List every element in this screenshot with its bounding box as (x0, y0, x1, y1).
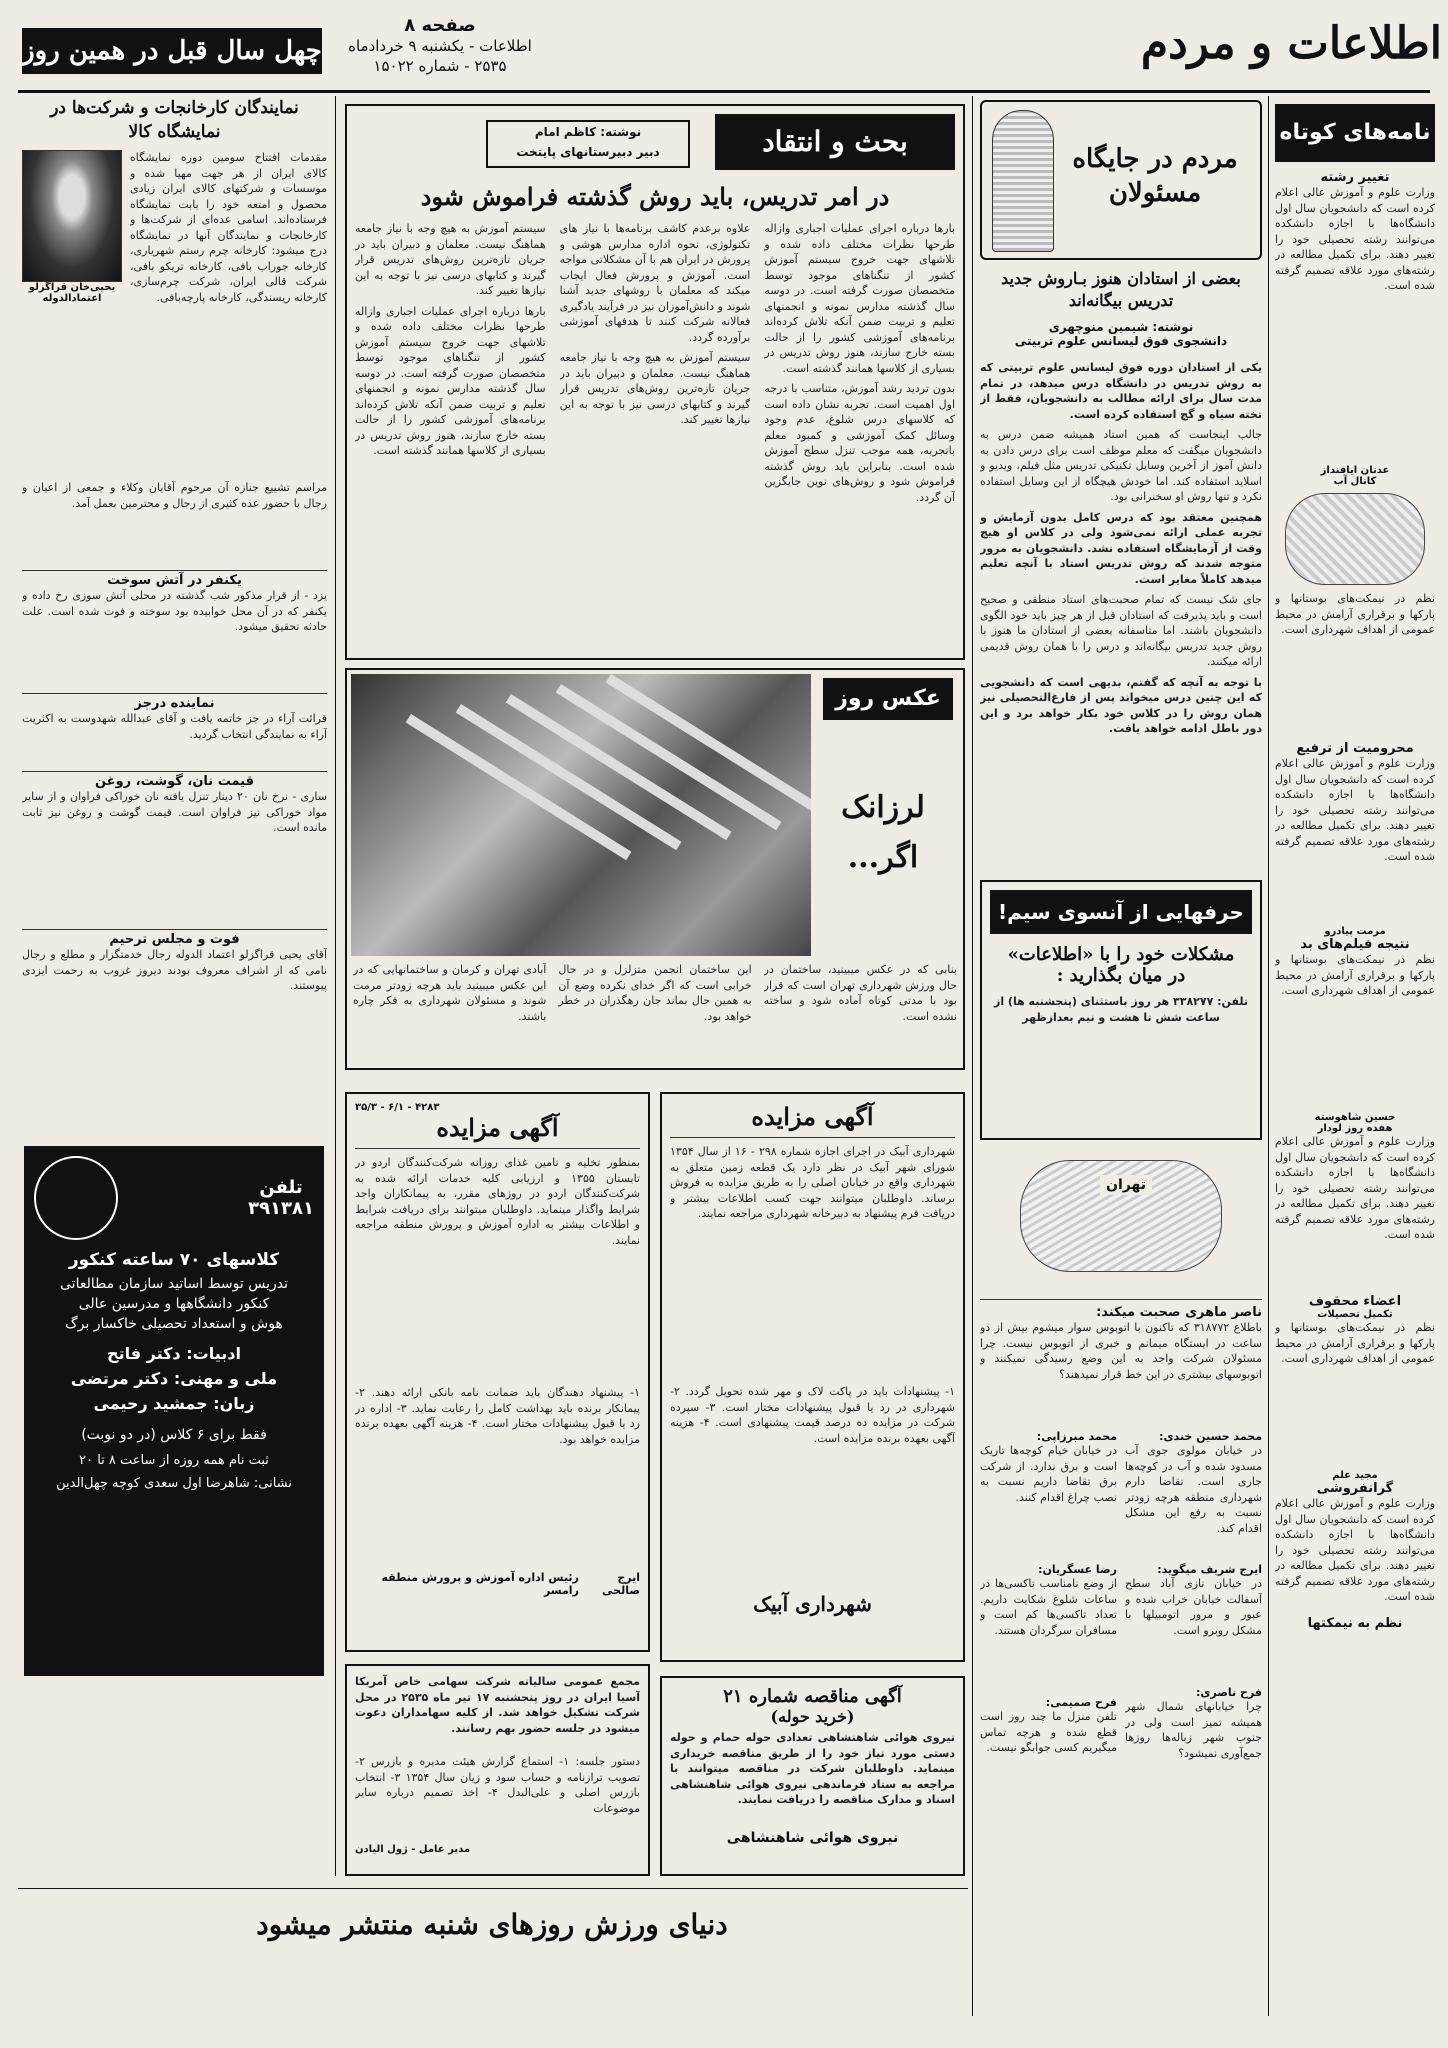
news-title: فوت و مجلس ترحیم (22, 929, 327, 947)
caller-message: در خیابان مولوی جوی آب مسدود شده و آب در کوچه‌ها جاری است. تقاضا دارم شهرداری منطقه هرچه زودتر نسبت به رفع این مشکل اقدام کند. (1125, 1444, 1262, 1535)
debate-byline (486, 120, 690, 168)
photo-building (351, 674, 811, 956)
auction-signatures (355, 1571, 640, 1597)
photo-of-day (345, 668, 965, 1070)
letter-sign: حسین شاهوسته (1314, 1112, 1396, 1123)
debate-article (345, 104, 965, 660)
news-body: یزد - از قرار مذکور شب گذشته در محلی آتش سوزی رخ داده و یکنفر که در آن محل خوابیده بود سوخته و فوت شده است. علت حادثه تحقیق میشود. (22, 589, 327, 633)
letter-body: وزارت علوم و آموزش عالی اعلام کرده است که دانشجویان سال اول دانشگاه‌ها با اجازه دانشکده می‌توانند رشته تحصیلی خود را تغییر دهند. برای تکمیل مطالعه در رشته‌های مورد علاقه تصمیم گرفته شده است. (1275, 186, 1435, 292)
tender-title: آگهی مناقصه شماره ۲۱ (723, 1686, 902, 1707)
news-body: ساری - نرخ نان ۲۰ دینار تنزل یافته نان خوراکی فراوان و از سایر مواد خوراکی نیز فراوان است. قیمت گوشت و روغن نیز ثابت مانده است. (22, 790, 327, 834)
letter-title: تغییر رشته (1320, 170, 1390, 185)
caller-name: فرح صمیمی: (1045, 1696, 1117, 1709)
letter-body: وزارت علوم و آموزش عالی اعلام کرده است که دانشجویان سال اول دانشگاه‌ها با اجازه دانشکده می‌توانند رشته تحصیلی خود را تغییر دهند. برای تکمیل مطالعه در رشته‌های مورد علاقه تصمیم گرفته شده است. (1275, 757, 1435, 863)
ad-line: ثبت نام همه روزه از ساعت ۸ تا ۲۰ (79, 1453, 269, 1468)
letter-sign: مرمت پیادرو (1324, 926, 1386, 937)
paragraph: جای شک نیست که تمام صحبت‌های استاد منطقی و صحیح است و باید پذیرفت که استادان قبل از هر چیز باید خود الگوی دانشجویان باشند. اما متاسفانه بعضی از استادان ما هنوز با روش جدید تدریس بیگانه‌اند و درس را با همان روش قدیمی ارائه میکنند. (980, 593, 1262, 668)
ad-line: کلاسهای ۷۰ ساعته کنکور (68, 1250, 280, 1270)
column-rule (1268, 96, 1269, 2016)
paragraph: با توجه به آنچه که گفتم، بدیهی است که دانشجویی که این چنین درس میخواند پس از فارغ‌التحصیلی نیز همان روش را در کلاس خود بکار خواهد برد و این دور باطل ادامه خواهد یافت. (980, 675, 1262, 735)
caller-name: محمد حسین خندی: (1159, 1430, 1262, 1443)
footer-rule (18, 1888, 968, 1889)
paragraph: بارها درباره اجرای عملیات اجباری وازاله طرحها نظرات مختلف داده شده و تلاشهای جهت خروج سیستم آموزش کشور از تنگناهای موجود توسط متخصصان صورت گرفته است. در دوسه سال گذشته مدارس نمونه و انجمنهای تعلیم و تربیت ضمن آنکه تلاش کرده‌اند برنامه‌های آموزشی کشور را از حالت بسته خارج سازند، هنوز روش تدریس در بسیاری از کلاسها همانند گذشته است. (354, 304, 546, 457)
letter-sign: کانال آب (1333, 476, 1377, 487)
column-rule (335, 96, 336, 1876)
caller-message: از وضع نامناسب تاکسی‌ها در ساعات شلوغ شکایت داریم. تعداد تاکسی‌ها کم است و مسافران سرگردان هستند. (980, 1577, 1117, 1637)
assembly-notice (345, 1664, 650, 1876)
assembly-agenda: دستور جلسه: ۱- استماع گزارش هیئت مدیره و بازرس ۲- تصویب ترازنامه و حساب سود و زیان سال ۱۳۵۴ ۳- انتخاب بازرس اصلی و علی‌البدل ۴- اخذ تصمیم درباره سایر موضوعات (355, 1755, 640, 1815)
photo-overlay-title: لرزانک (841, 790, 925, 825)
letter-sign: هفده روز لودار (1317, 1123, 1393, 1134)
letter-title: محرومیت از ترفیع (1296, 741, 1414, 756)
hotline-box (980, 880, 1262, 1140)
auction-title: آگهی مزایده (355, 1113, 640, 1149)
short-letters-column (1275, 104, 1435, 2004)
photo-caption: بنابی که در عکس میبینید، ساختمان در حال ورزش شهرداری تهران است که قرار بود با مدتی کوتاه آماده شود و ساخته نشده است. (763, 963, 957, 1023)
portrait-caption: اعتمادالدوله (42, 293, 102, 304)
forty-years-body: مقدمات افتتاح سومین دوره نمایشگاه کالای ایران از هر جهت مهیا شده و موسسات و شرکتهای کالای ایران زیادی محصول و امتعه خود را بابت نمایشگاه فرستاده‌اند. اسامی عده‌ای از شرکت‌ها و کارخانجات و نمایندگان آنها در نمایشگاه درج میشود: کارخانه چرم رستم شهریاری، کارخانه جوراب بافی، کارخانه تریکو بافی، شرکت قالی ایران، شرکت چرم‌سازی، کارخانه ریسندگی، کارخانه پارچه‌بافی. (130, 151, 327, 304)
debate-headline: در امر تدریس، باید روش گذشته فراموش شود (420, 182, 890, 211)
assembly-signature: مدیر عامل - ژول الیادن (355, 1844, 471, 1855)
letter-body: وزارت علوم و آموزش عالی اعلام کرده است که دانشجویان سال اول دانشگاه‌ها با اجازه دانشکده می‌توانند رشته تحصیلی خود را تغییر دهند. برای تکمیل مطالعه در رشته‌های مورد علاقه تصمیم گرفته شده است. (1275, 1135, 1435, 1241)
paragraph: بارها درباره اجرای عملیات اجباری وازاله طرحها نظرات مختلف داده شده و تلاشهای جهت خروج سیستم آموزش کشور از تنگناهای موجود توسط متخصصان صورت گرفته است. در دوسه سال گذشته مدارس نمونه و انجمنهای تعلیم و تربیت ضمن آنکه تلاش کرده‌اند برنامه‌های آموزشی کشور را از حالت بسته خارج سازند، هنوز روش تدریس در بسیاری از کلاسها همانند گذشته است. (764, 222, 955, 375)
paragraph: یکی از استادان دوره فوق لیسانس علوم تربیتی که به روش تدریس در دانشگاه درس میدهد، در تمام مدت سال برای ارائه مطالب به دانشجویان، فقط از تخته سیاه و گچ استفاده کرده است. (980, 361, 1262, 421)
column-rule (972, 96, 973, 2016)
byline-title: دانشجوی فوق لیسانس علوم تربیتی (1014, 334, 1228, 348)
hotline-phone: تلفن: ۳۳۸۲۷۷ هر روز باستثنای (پنجشنبه ها) از ساعت شش تا هشت و نیم بعدازظهر (994, 995, 1248, 1024)
page-number: صفحه ۸ (404, 15, 476, 36)
letter-sign: عدنان ایافنداز (1320, 465, 1390, 476)
letter-title: نظم به نیمکتها (1307, 1616, 1403, 1631)
tender-signature: نیروی هوائی شاهنشاهی (726, 1830, 899, 1846)
footer-announcement: دنیای ورزش روزهای شنبه منتشر میشود (256, 1908, 728, 1941)
forty-years-headline: نمایندگان کارخانجات و شرکت‌ها در نمایشگاه کالا (50, 98, 299, 142)
auction-signer: ایرج صالحی (602, 1571, 640, 1597)
konkur-advertisement (24, 1146, 324, 1676)
page-header-info (340, 16, 540, 86)
assembly-body: مجمع عمومی سالیانه شرکت سهامی خاص آمریکا آسیا ایران در روز پنجشنبه ۱۷ تیر ماه ۲۵۳۵ در محل شرکت تشکیل خواهد شد. از کلیه سهامداران دعوت میشود در جلسه حضور بهم رسانند. (355, 1675, 640, 1735)
auction-items: ۱- پیشنهاد دهندگان باید ضمانت نامه بانکی ارائه دهند. ۲- پیمانکار برنده باید بهداشت کامل را رعایت نماید. ۳- اداره در رد یا قبول پیشنهادات مختار است. ۴- هزینه آگهی بعهده برنده مزایده خواهد بود. (355, 1386, 640, 1446)
letter-body: نظم در نیمکت‌های بوستانها و پارکها و برقراری آرامش در محیط عمومی از اهداف شهرداری است. (1275, 592, 1435, 636)
caller-message: باطلاع ۳۱۸۷۷۲ که تاکنون با اتوبوس سوار میشوم بیش از دو ساعت در ایستگاه میمانم و خبری از اتوبوس نیست. چرا مسئولان شرکت واحد به این وضع رسیدگی نمیکنند و اتوبوسهای بیشتری در این خط قرار نمیدهند؟ (980, 1321, 1262, 1381)
caller-name: فرح ناصری: (1195, 1686, 1262, 1699)
letter-sign: مجید علم (1332, 1470, 1378, 1481)
photo-caption: این ساختمان انجمن متزلزل و در حال خرابی است که اگر خدای نکرده وضع آن به همین حال بماند جان رهگذران در خطر خواهد بود. (558, 963, 752, 1023)
paragraph: سیستم آموزش به هیچ وجه با نیاز جامعه هماهنگ نیست. معلمان و دبیران باید در جریان تازه‌ترین روش‌های تدریس قرار گیرند و کتابهای درسی نیز با توجه به این نیازها تغییر کند. (354, 222, 546, 297)
auction-signer-title: رئیس اداره آموزش و پرورش منطقه رامسر (381, 1571, 579, 1597)
ad-phone (248, 1177, 314, 1219)
auction-title: آگهی مزایده (670, 1102, 955, 1138)
tender-body: نیروی هوائی شاهنشاهی تعدادی حوله حمام و حوله دستی مورد نیاز خود را از طریق مناقصه خریداری مینماید. داوطلبان شرکت در مناقصه میتوانند با مراجعه به ستاد فرماندهی نیروی هوائی شاهنشاهی اسناد و مدارک مناقصه را دریافت نمایند. (670, 1731, 955, 1806)
students-banner-box (980, 100, 1262, 260)
short-letters-title: نامه‌های کوتاه (1275, 104, 1435, 162)
letter-title: اعضاء محقوف (1308, 1294, 1402, 1309)
paragraph: علاوه برعدم کاشف برنامه‌ها با نیاز های تکنولوژی، نحوه اداره مدارس هوشی و پرورش در ایران هم با آن مشکلاتی مواجه است. آموزش و پرورش فعال ایجاب میکند که معلمان با روشهای جدید آشنا شوند و دانش‌آموزان نیز در فرآیند یادگیری فعالانه شرکت کنند تا هدفهای آموزشی برآورده گردد. (559, 222, 751, 344)
auction-ref: ۴۲۸۳ - ۶/۱ - ۳۵/۳ (355, 1102, 440, 1113)
caller-message: تلفن منزل ما چند روز است قطع شده و هرچه تماس میگیریم کسی جوابگو نیست. (980, 1710, 1117, 1754)
forty-years-banner: چهل سال قبل در همین روز (22, 28, 322, 74)
news-body: آقای یحیی قراگزلو اعتماد الدوله رجال خدمتگزار و مطلع و رجال نامی که از اشراف معروف بودند دیروز غروب به رحمت ایزدی پیوستند. (22, 948, 327, 992)
news-body: قرائت آراء در جز خاتمه یافت و آقای عبدالله شهدوست به اکثریت آراء به نمایندگی انتخاب گردید. (22, 712, 327, 741)
issue-line: ۲۵۳۵ - شماره ۱۵۰۲۲ (373, 57, 507, 75)
auction-notice-ramsar (345, 1092, 650, 1652)
paragraph: همچنین معتقد بود که درس کامل بدون آزمایش و تجربه عملی ارائه نمی‌شود ولی در کلاس او هیچ وقت از آزمایشگاه استفاده نشد. دانشجویان به مرور متوجه شدند که روش تدریس استاد با آنچه تعلیم میدهد کاملاً مغایر است. (980, 510, 1262, 586)
letter-body: نظم در نیمکت‌های بوستانها و پارکها و برقراری آرامش در محیط عمومی از اهداف شهرداری است. (1275, 1321, 1435, 1365)
auction-body: شهرداری آبیک در اجرای اجازه شماره ۲۹۸ - ۱۶ از سال ۱۳۵۴ شورای شهر آبیک در نظر دارد یک قطعه زمین متعلق به شهرداری واقع در خیابان اصلی را به طریق مزایده به فروش برساند. داوطلبان میتوانند جهت کسب اطلاعات بیشتر و دریافت فرم پیشنهاد به دبیرخانه شهرداری مراجعه نمایند. (670, 1145, 955, 1220)
caller-name: ایرج شریف میگوید: (1157, 1563, 1262, 1576)
hotline-banner: حرفهایی از آنسوی سیم! (990, 890, 1252, 934)
debate-column (355, 221, 546, 631)
cartoon-caption: تهران (1100, 1175, 1152, 1195)
ad-line: ادبیات: دکتر فاتح (107, 1344, 241, 1363)
hotline-headline-2: در میان بگذارید : (1056, 965, 1186, 986)
paragraph: جالب اینجاست که همین استاد همیشه ضمن درس به دانشجویان میگفت که معلم موظف است برای درس دادن به دانش آموز از آخرین وسایل تکنیکی تدریس مثل فیلم، ویدیو و اسلاید استفاده کند. اما خودش هیچگاه از این وسایل استفاده نکرد و تنها روش او سخنرانی بود. (980, 428, 1262, 503)
figure-illustration (992, 110, 1054, 252)
cartoon-illustration (1285, 493, 1425, 585)
debate-column (560, 221, 751, 631)
institute-logo-icon (34, 1156, 118, 1240)
hotline-headline: مشکلات خود را با «اطلاعات» (1007, 944, 1235, 965)
byline-author: نوشته: کاظم امام (534, 125, 642, 139)
ad-phone-number: ۳۹۱۳۸۱ (248, 1198, 314, 1219)
ad-line: تدریس توسط اساتید سازمان مطالعاتی (60, 1276, 288, 1292)
auction-notice-abyek (660, 1092, 965, 1662)
letter-title: نتیجه فیلم‌های بد (1300, 937, 1410, 952)
debate-column (764, 221, 955, 631)
students-byline (980, 320, 1262, 348)
students-headline: بعضی از استادان هنوز بـاروش جدید تدریس بیگانه‌اند (1001, 269, 1241, 310)
ad-line: کنکور دانشگاهها و مدرسین عالی (78, 1296, 270, 1312)
auction-signature: شهرداری آبیک (753, 1592, 872, 1616)
ad-line: فقط برای ۶ کلاس (در دو نوبت) (81, 1427, 267, 1443)
letter-body: وزارت علوم و آموزش عالی اعلام کرده است که دانشجویان سال اول دانشگاه‌ها با اجازه دانشکده می‌توانند رشته تحصیلی خود را تغییر دهند. برای تکمیل مطالعه در رشته‌های مورد علاقه تصمیم گرفته شده است. (1275, 1497, 1435, 1603)
paragraph: سیستم آموزش به هیچ وجه با نیاز جامعه هماهنگ نیست. معلمان و دبیران باید در جریان تازه‌ترین روش‌های تدریس قرار گیرند و کتابهای درسی نیز با توجه به این نیازها تغییر کند. (559, 351, 751, 426)
ad-line: ملی و مهنی: دکتر مرتضی (70, 1369, 278, 1388)
byline-title: دبیر دبیرستانهای پایتخت (516, 145, 660, 159)
hotline-calls (980, 1305, 1262, 2005)
news-title: یکنفر در آتش سوخت (22, 570, 327, 588)
byline-author: نوشته: شیمین منوچهری (1048, 320, 1194, 334)
caller-name: ناصر ماهری صحبت میکند: (1096, 1305, 1262, 1320)
students-banner: مردم در جایگاه مسئولان (1072, 144, 1238, 208)
caller-message: در خیابان نازی آباد سطح آسفالت خیابان خراب شده و عبور و مرور اتومبیلها با مشکل روبرو است. (1125, 1577, 1262, 1637)
photo-captions (353, 962, 957, 1064)
portrait-caption: یحیی‌خان قراگزلو (28, 282, 116, 293)
portrait-photo (22, 150, 122, 282)
debate-section-title: بحث و انتقاد (715, 114, 955, 170)
auction-body: بمنظور تخلیه و تامین غذای روزانه شرکت‌کنندگان اردو در تابستان ۱۳۵۵ و ارزیابی کلیه خدمات ارائه شده به شرکت‌کنندگان اردو در روزهای مقرر، به پیمانکاران واجد شرایط واگذار مینماید. داوطلبان میتوانند برای دریافت شرایط و اطلاعات بیشتر به اداره آموزش و پرورش منطقه مراجعه نمایند. (355, 1156, 640, 1247)
caller-name: محمد مبرزاپی: (1036, 1430, 1117, 1443)
portrait-block (22, 150, 122, 480)
forty-years-body: مراسم تشییع جنازه آن مرحوم آقایان وکلاء و جمعی از اعیان و رجال با حضور عده کثیری از رجال و محترمین بعمل آمد. (22, 481, 327, 510)
caller-message: چرا خیابانهای شمال شهر همیشه تمیز است ولی در جنوب شهر زباله‌ها روزها جمع‌آوری نمیشود؟ (1125, 1700, 1262, 1760)
caller-message: در خیابان خیام کوچه‌ها تاریک است و برق ندارد. از شرکت برق تقاضا داریم نسبت به نصب چراغ اقدام کنند. (980, 1444, 1117, 1504)
tender-notice (660, 1676, 965, 1876)
masthead-title: اطلاعات و مردم (1140, 18, 1442, 69)
letter-title: گرانفروشی (1316, 1481, 1394, 1496)
photo-caption: آبادی تهران و کرمان و ساختمانهایی که در این عکس میبینید باید هرچه زودتر مرمت شوند و مسئولان شهرداری به فکر چاره باشند. (353, 963, 547, 1023)
paragraph: بدون تردید رشد آموزش، متناسب با درجه اول اهمیت است. تجربه نشان داده است که کلاسهای درس شلوغ، عدم وجود وسائل کمک آموزشی و کمبود معلم باتجربه، همه موجب تنزل سطح آموزش شده است. بنابراین باید روش گذشته فراموش شود و روش‌های نوین جایگزین آن گردد. (764, 382, 955, 504)
photo-section-title: عکس روز (823, 678, 953, 720)
ad-line: زبان: جمشید رحیمی (93, 1394, 255, 1413)
ad-line: نشانی: شاهرضا اول سعدی کوچه چهل‌الدین (56, 1476, 292, 1491)
forty-years-column (22, 92, 327, 1132)
hotline-cartoon (980, 1150, 1262, 1300)
caller-name: رضا عسگریان: (1038, 1563, 1117, 1576)
letter-subtitle: تکمیل تحصیلات (1317, 1309, 1393, 1320)
date-line: اطلاعات - یکشنبه ۹ خردادماه (348, 37, 532, 55)
tender-subtitle: (خرید حوله) (770, 1707, 855, 1726)
letter-body: نظم در نیمکت‌های بوستانها و پارکها و برقراری آرامش در محیط عمومی از اهداف شهرداری است. (1275, 953, 1435, 997)
news-title: نماینده درجز (22, 693, 327, 711)
ad-line: هوش و استعداد تحصیلی خاکسار برگ (65, 1316, 283, 1332)
auction-items: ۱- پیشنهادات باید در پاکت لاک و مهر شده تحویل گردد. ۲- شهرداری در رد یا قبول پیشنهادات مختار است. ۳- سپرده شرکت در مزایده ده درصد قیمت پیشنهادی است. ۴- هزینه آگهی بعهده برنده مزایده است. (670, 1385, 955, 1445)
photo-overlay-subtitle: اگر... (847, 840, 919, 875)
ad-phone-label: تلفن (259, 1177, 303, 1198)
news-title: قیمت نان، گوشت، روغن (22, 771, 327, 789)
